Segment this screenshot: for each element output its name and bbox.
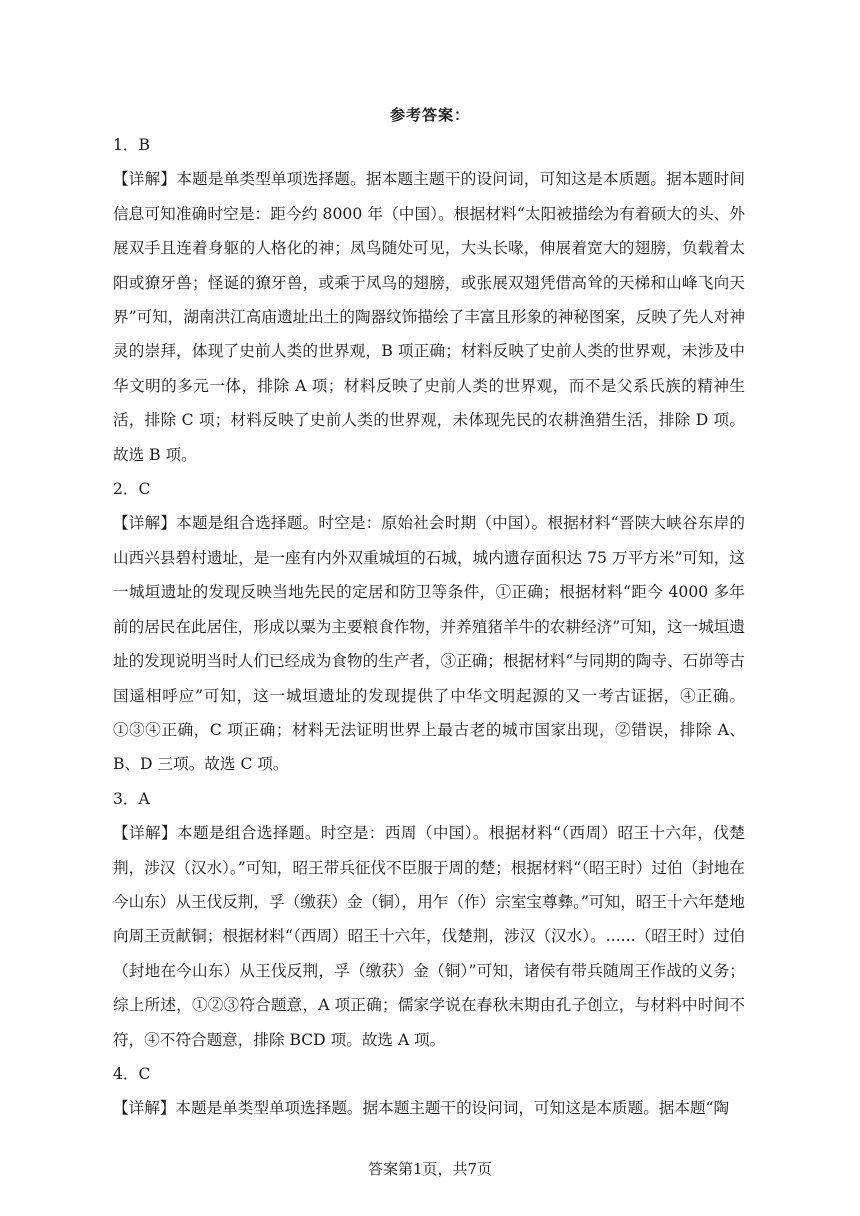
answer-list <box>113 128 745 1126</box>
answer-number: 2．C <box>113 480 151 499</box>
answer-item-3 <box>113 782 745 1057</box>
answer-item-4 <box>113 1057 745 1126</box>
answer-explanation: 【详解】本题是组合选择题。时空是：西周（中国）。根据材料“（西周）昭王十六年，伐楚荆，涉汉（汉水）。”可知，昭王带兵征伐不臣服于周的楚；根据材料“（昭王时）过伯（封地在今山东）从王伐反荆，孚（缴获）金（铜），用乍（作）宗室宝尊彝。”可知，昭王十六年楚地向周王贡献铜；根据材料“（西周）昭王十六年，伐楚荆，涉汉（汉水）。......（昭王时）过伯（封地在今山东）从王伐反荆，孚（缴获）金（铜）”可知，诸侯有带兵随周王作战的义务；综上所述，①②③符合题意，A 项正确；儒家学说在春秋末期由孔子创立，与材料中时间不符，④不符合题意，排除 BCD 项。故选 A 项。 <box>113 824 745 1049</box>
answer-explanation: 【详解】本题是单类型单项选择题。据本题主题干的设问词，可知这是本质题。据本题时间信息可知准确时空是：距今约 8000 年（中国）。根据材料“太阳被描绘为有着硕大的头、外展双手且连着身躯的人格化的神；凤鸟随处可见，大头长喙，伸展着宽大的翅膀，负载着太阳或獠牙兽；怪诞的獠牙兽，或乘于凤鸟的翅膀，或张展双翅凭借高耸的天梯和山峰飞向天界”可知，湖南洪江高庙遗址出土的陶器纹饰描绘了丰富且形象的神秘图案，反映了先人对神灵的崇拜，体现了史前人类的世界观，B 项正确；材料反映了史前人类的世界观，未涉及中华文明的多元一体，排除 A 项；材料反映了史前人类的世界观，而不是父系氏族的精神生活，排除 C 项；材料反映了史前人类的世界观，未体现先民的农耕渔猎生活，排除 D 项。故选 B 项。 <box>113 170 745 464</box>
page-title: 参考答案： <box>389 106 470 124</box>
page-footer: 答案第1页，共7页 <box>367 1160 493 1178</box>
answer-item-1 <box>113 128 745 472</box>
answer-number: 3．A <box>113 789 150 808</box>
answer-item-2 <box>113 472 745 782</box>
answer-explanation: 【详解】本题是组合选择题。时空是：原始社会时期（中国）。根据材料“晋陕大峡谷东岸的山西兴县碧村遗址，是一座有内外双重城垣的石城，城内遗存面积达 75 万平方米”可知，这一城垣遗址的发现反映当地先民的定居和防卫等条件，①正确；根据材料“距今 4000 多年前的居民在此居住，形成以粟为主要粮食作物，并养殖猪羊牛的农耕经济”可知，这一城垣遗址的发现说明当时人们已经成为食物的生产者，③正确；根据材料“与同期的陶寺、石峁等古国遥相呼应”可知，这一城垣遗址的发现提供了中华文明起源的又一考古证据，④正确。①③④正确，C 项正确；材料无法证明世界上最古老的城市国家出现，②错误，排除 A、B、D 三项。故选 C 项。 <box>113 514 745 774</box>
answer-number: 4．C <box>113 1064 151 1083</box>
answer-explanation: 【详解】本题是单类型单项选择题。据本题主题干的设问词，可知这是本质题。据本题“陶 <box>113 1099 730 1118</box>
answer-number: 1．B <box>113 136 150 154</box>
